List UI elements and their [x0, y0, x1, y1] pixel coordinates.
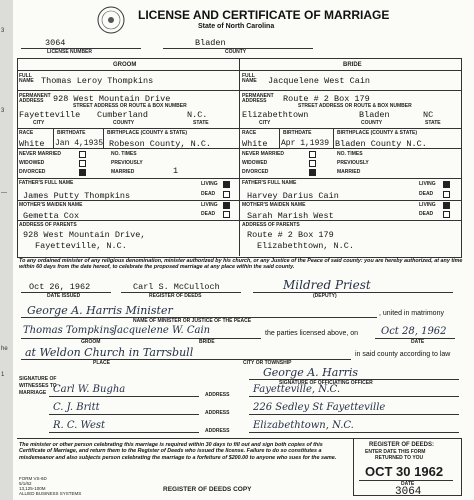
license-number-value: 3064 [45, 38, 66, 48]
form-code-line: FORM VS-6D [19, 476, 47, 481]
groom-address-label: PERMANENT ADDRESS [19, 93, 51, 104]
bride-father-living-label: LIVING [419, 181, 436, 187]
groom-married-label: MARRIED [111, 169, 135, 175]
ceremony-date: Oct 28, 1962 [381, 326, 447, 337]
bride-state-label: STATE [425, 120, 441, 126]
deputy-signature: Mildred Priest [283, 278, 371, 292]
form-code [19, 476, 81, 496]
groom-mother-living-checkbox [223, 202, 230, 209]
bride-divorced-label: DIVORCED [242, 169, 269, 175]
witness-signature: C. J. Britt [53, 402, 100, 413]
register-box-title: REGISTER OF DEEDS: [369, 442, 435, 448]
groom-previously-label: PREVIOUSLY [111, 160, 143, 166]
register-box-line1: ENTER DATE THIS FORM [365, 449, 426, 455]
date-issued-label: DATE ISSUED [47, 293, 81, 299]
groom-birthdate: Jan 4,1935 [55, 139, 104, 148]
bride-father: Harvey Darius Cain [247, 191, 339, 201]
groom-father-dead-checkbox [223, 191, 230, 198]
bride-never-married-checkbox [309, 151, 316, 158]
bride-address-label: PERMANENT ADDRESS [242, 93, 274, 104]
file-number: 3064 [395, 486, 422, 498]
groom-street-label: STREET ADDRESS OR ROUTE & BOX NUMBER [73, 103, 187, 109]
register-copy-label: REGISTER OF DEEDS COPY [163, 486, 252, 493]
bride-mother-living-label: LIVING [419, 202, 436, 208]
groom-city: Fayetteville [19, 110, 81, 120]
bride-married-label: MARRIED [337, 169, 361, 175]
groom-county: Cumberland [97, 110, 149, 120]
groom-name: Thomas Leroy Thompkins [41, 76, 154, 86]
groom-mother: Gemetta Cox [23, 211, 80, 221]
bride-widowed-label: WIDOWED [242, 160, 268, 166]
ceremony-place: at Weldon Church in Tarrsbull [25, 346, 194, 359]
authorization-text: To any ordained minister of any religious denomination, minister authorized by his church, or any Justice of the Peace of said county: you are hereby authorized, at any time within 60 days from the date hereof, to celebrate the proposed marriage at any place within the said county. [19, 258, 463, 271]
bride-race-label: RACE [242, 130, 257, 136]
deputy-label: (DEPUTY) [313, 293, 337, 299]
bride-parents-address-label: ADDRESS OF PARENTS [242, 222, 300, 228]
groom-birthplace-label: BIRTHPLACE (COUNTY & STATE) [107, 130, 187, 136]
date-issued: Oct 26, 1962 [29, 282, 91, 292]
left-edge-strip [0, 0, 14, 500]
bride-parents-address-2: Elizabethtown, N.C. [257, 241, 354, 251]
groom-parents-address-label: ADDRESS OF PARENTS [19, 222, 77, 228]
groom-times-married: 1 [173, 166, 179, 176]
bride-father-label: FATHER'S FULL NAME [242, 180, 297, 186]
bride-city-label: CITY [259, 120, 271, 126]
bride-county-label: COUNTY [361, 120, 383, 126]
groom-father: James Putty Thompkins [23, 191, 131, 201]
address-label: ADDRESS [205, 410, 230, 416]
bride-sig-label: BRIDE [199, 339, 215, 345]
state-seal-icon [97, 6, 125, 34]
form-code-line: ALLIED BUSINESS SYSTEMS [19, 491, 82, 496]
groom-divorced-label: DIVORCED [19, 169, 46, 175]
strip-mark: — [1, 190, 7, 196]
stamp-date-label: DATE [401, 481, 415, 487]
bride-widowed-checkbox [309, 160, 316, 167]
ceremony-date-label: DATE [411, 339, 425, 345]
bride-previously-label: PREVIOUSLY [337, 160, 369, 166]
groom-widowed-label: WIDOWED [19, 160, 45, 166]
groom-father-dead-label: DEAD [201, 191, 216, 197]
groom-race: White [19, 139, 45, 149]
groom-mother-dead-checkbox [223, 211, 230, 218]
groom-never-married-label: NEVER MARRIED [19, 151, 61, 157]
bride-signature: Jacquelene W. Cain [113, 325, 211, 336]
groom-race-label: RACE [19, 130, 34, 136]
register-box-line2: RETURNED TO YOU [375, 455, 424, 461]
groom-father-living-label: LIVING [201, 181, 218, 187]
groom-parents-address-1: 928 West Mountain Drive, [23, 230, 146, 240]
strip-mark: 1 [1, 372, 5, 378]
parties-text: the parties licensed above, on [265, 330, 359, 337]
bride-mother-living-checkbox [443, 202, 450, 209]
strip-mark: 3 [1, 108, 5, 114]
united-text: , united in matrimony [379, 310, 444, 317]
witness-label: SIGNATURE OF WITNESSES TO MARRIAGE [19, 376, 57, 396]
groom-mother-living-label: LIVING [201, 202, 218, 208]
register-label: REGISTER OF DEEDS [149, 293, 202, 299]
form-code-line: 5/1/62 [19, 481, 32, 486]
groom-parents-address-2: Fayetteville, N.C. [35, 241, 127, 251]
bride-father-dead-checkbox [443, 191, 450, 198]
bride-race: White [242, 139, 268, 149]
bride-father-living-checkbox [443, 181, 450, 188]
bride-never-married-label: NEVER MARRIED [242, 151, 284, 157]
bride-birthdate: Apr 1,1939 [281, 139, 330, 148]
officer-signature: George A. Harris [263, 366, 358, 379]
groom-times-label: NO. TIMES [111, 151, 137, 157]
bride-state: NC [423, 110, 434, 120]
bride-divorced-checkbox [309, 169, 316, 176]
groom-street: 928 West Mountain Drive [53, 94, 171, 104]
bride-birthdate-label: BIRTHDATE [283, 130, 312, 136]
officiant-label: NAME OF MINISTER OR JUSTICE OF THE PEACE [133, 318, 252, 324]
witness-address: 226 Sedley St Fayetteville [253, 402, 386, 413]
bride-birthplace-label: BIRTHPLACE (COUNTY & STATE) [337, 130, 417, 136]
certificate-form [13, 0, 474, 500]
groom-father-living-checkbox [223, 181, 230, 188]
form-title: LICENSE AND CERTIFICATE OF MARRIAGE [138, 8, 390, 22]
bride-birthplace: Bladen County N.C. [335, 139, 427, 149]
groom-state: N.C. [187, 110, 208, 120]
groom-father-label: FATHER'S FULL NAME [19, 180, 74, 186]
bride-name: Jacquelene West Cain [268, 76, 371, 86]
bride-father-dead-label: DEAD [419, 191, 434, 197]
groom-county-label: COUNTY [113, 120, 135, 126]
groom-birthplace: Robeson County, N.C. [109, 139, 212, 149]
witness-address: Elizabethtown, N.C. [253, 420, 354, 431]
groom-sig-label: GROOM [81, 339, 101, 345]
groom-city-label: CITY [33, 120, 45, 126]
address-label: ADDRESS [205, 428, 230, 434]
groom-name-label: FULL NAME [19, 73, 34, 84]
return-date-stamp: OCT 30 1962 [365, 464, 444, 479]
bride-mother-dead-checkbox [443, 211, 450, 218]
form-subtitle: State of North Carolina [198, 23, 275, 30]
instructions-text: The minister or other person celebrating this marriage is required within 30 days to fill out and sign both copies of this Certificate of Marriage, and return them to the Register of Deeds who issued the license. Failure to do so constitutes a misdemeanor and also subjects person celebrating the marriage to a forfeiture of $200.00 to anyone who sues for the same. [19, 442, 337, 461]
place-label: PLACE [93, 360, 110, 366]
bride-city: Elizabethtown [242, 110, 309, 120]
groom-mother-label: MOTHER'S MAIDEN NAME [19, 202, 83, 208]
bride-times-label: NO. TIMES [337, 151, 363, 157]
strip-mark: 3 [1, 28, 5, 34]
county-law-text: in said county according to law [355, 351, 451, 358]
strip-mark: he [1, 346, 8, 352]
groom-heading: GROOM [113, 62, 137, 68]
form-code-line: 13,125-100M [19, 486, 46, 491]
witness-signature: R. C. West [53, 420, 106, 431]
bride-name-label: FULL NAME [242, 73, 257, 84]
bride-parents-address-1: Route # 2 Box 179 [247, 230, 334, 240]
bride-mother: Sarah Marish West [247, 211, 334, 221]
bride-street: Route # 2 Box 179 [283, 94, 370, 104]
address-label: ADDRESS [205, 392, 230, 398]
witness-signature: Carl W. Bugha [53, 384, 126, 395]
groom-signature: Thomas Tompkins [23, 325, 115, 336]
bride-mother-dead-label: DEAD [419, 211, 434, 217]
groom-birthdate-label: BIRTHDATE [57, 130, 86, 136]
register-name: Carl S. McCulloch [133, 282, 220, 292]
bride-street-label: STREET ADDRESS OR ROUTE & BOX NUMBER [298, 103, 412, 109]
bride-county: Bladen [359, 110, 390, 120]
county-label: COUNTY [225, 49, 247, 55]
groom-widowed-checkbox [79, 160, 86, 167]
city-township-label: CITY OR TOWNSHIP [243, 360, 292, 366]
county-value: Bladen [195, 38, 226, 48]
bride-heading: BRIDE [343, 62, 362, 68]
bride-mother-label: MOTHER'S MAIDEN NAME [242, 202, 306, 208]
groom-never-married-checkbox [79, 151, 86, 158]
officer-label: SIGNATURE OF OFFICIATING OFFICER [279, 380, 373, 386]
groom-mother-dead-label: DEAD [201, 211, 216, 217]
license-number-label: LICENSE NUMBER [47, 49, 93, 55]
groom-state-label: STATE [193, 120, 209, 126]
groom-divorced-checkbox [79, 169, 86, 176]
officiant-signature: George A. Harris Minister [27, 304, 173, 317]
witness-address: Fayetteville, N.C. [253, 384, 341, 395]
